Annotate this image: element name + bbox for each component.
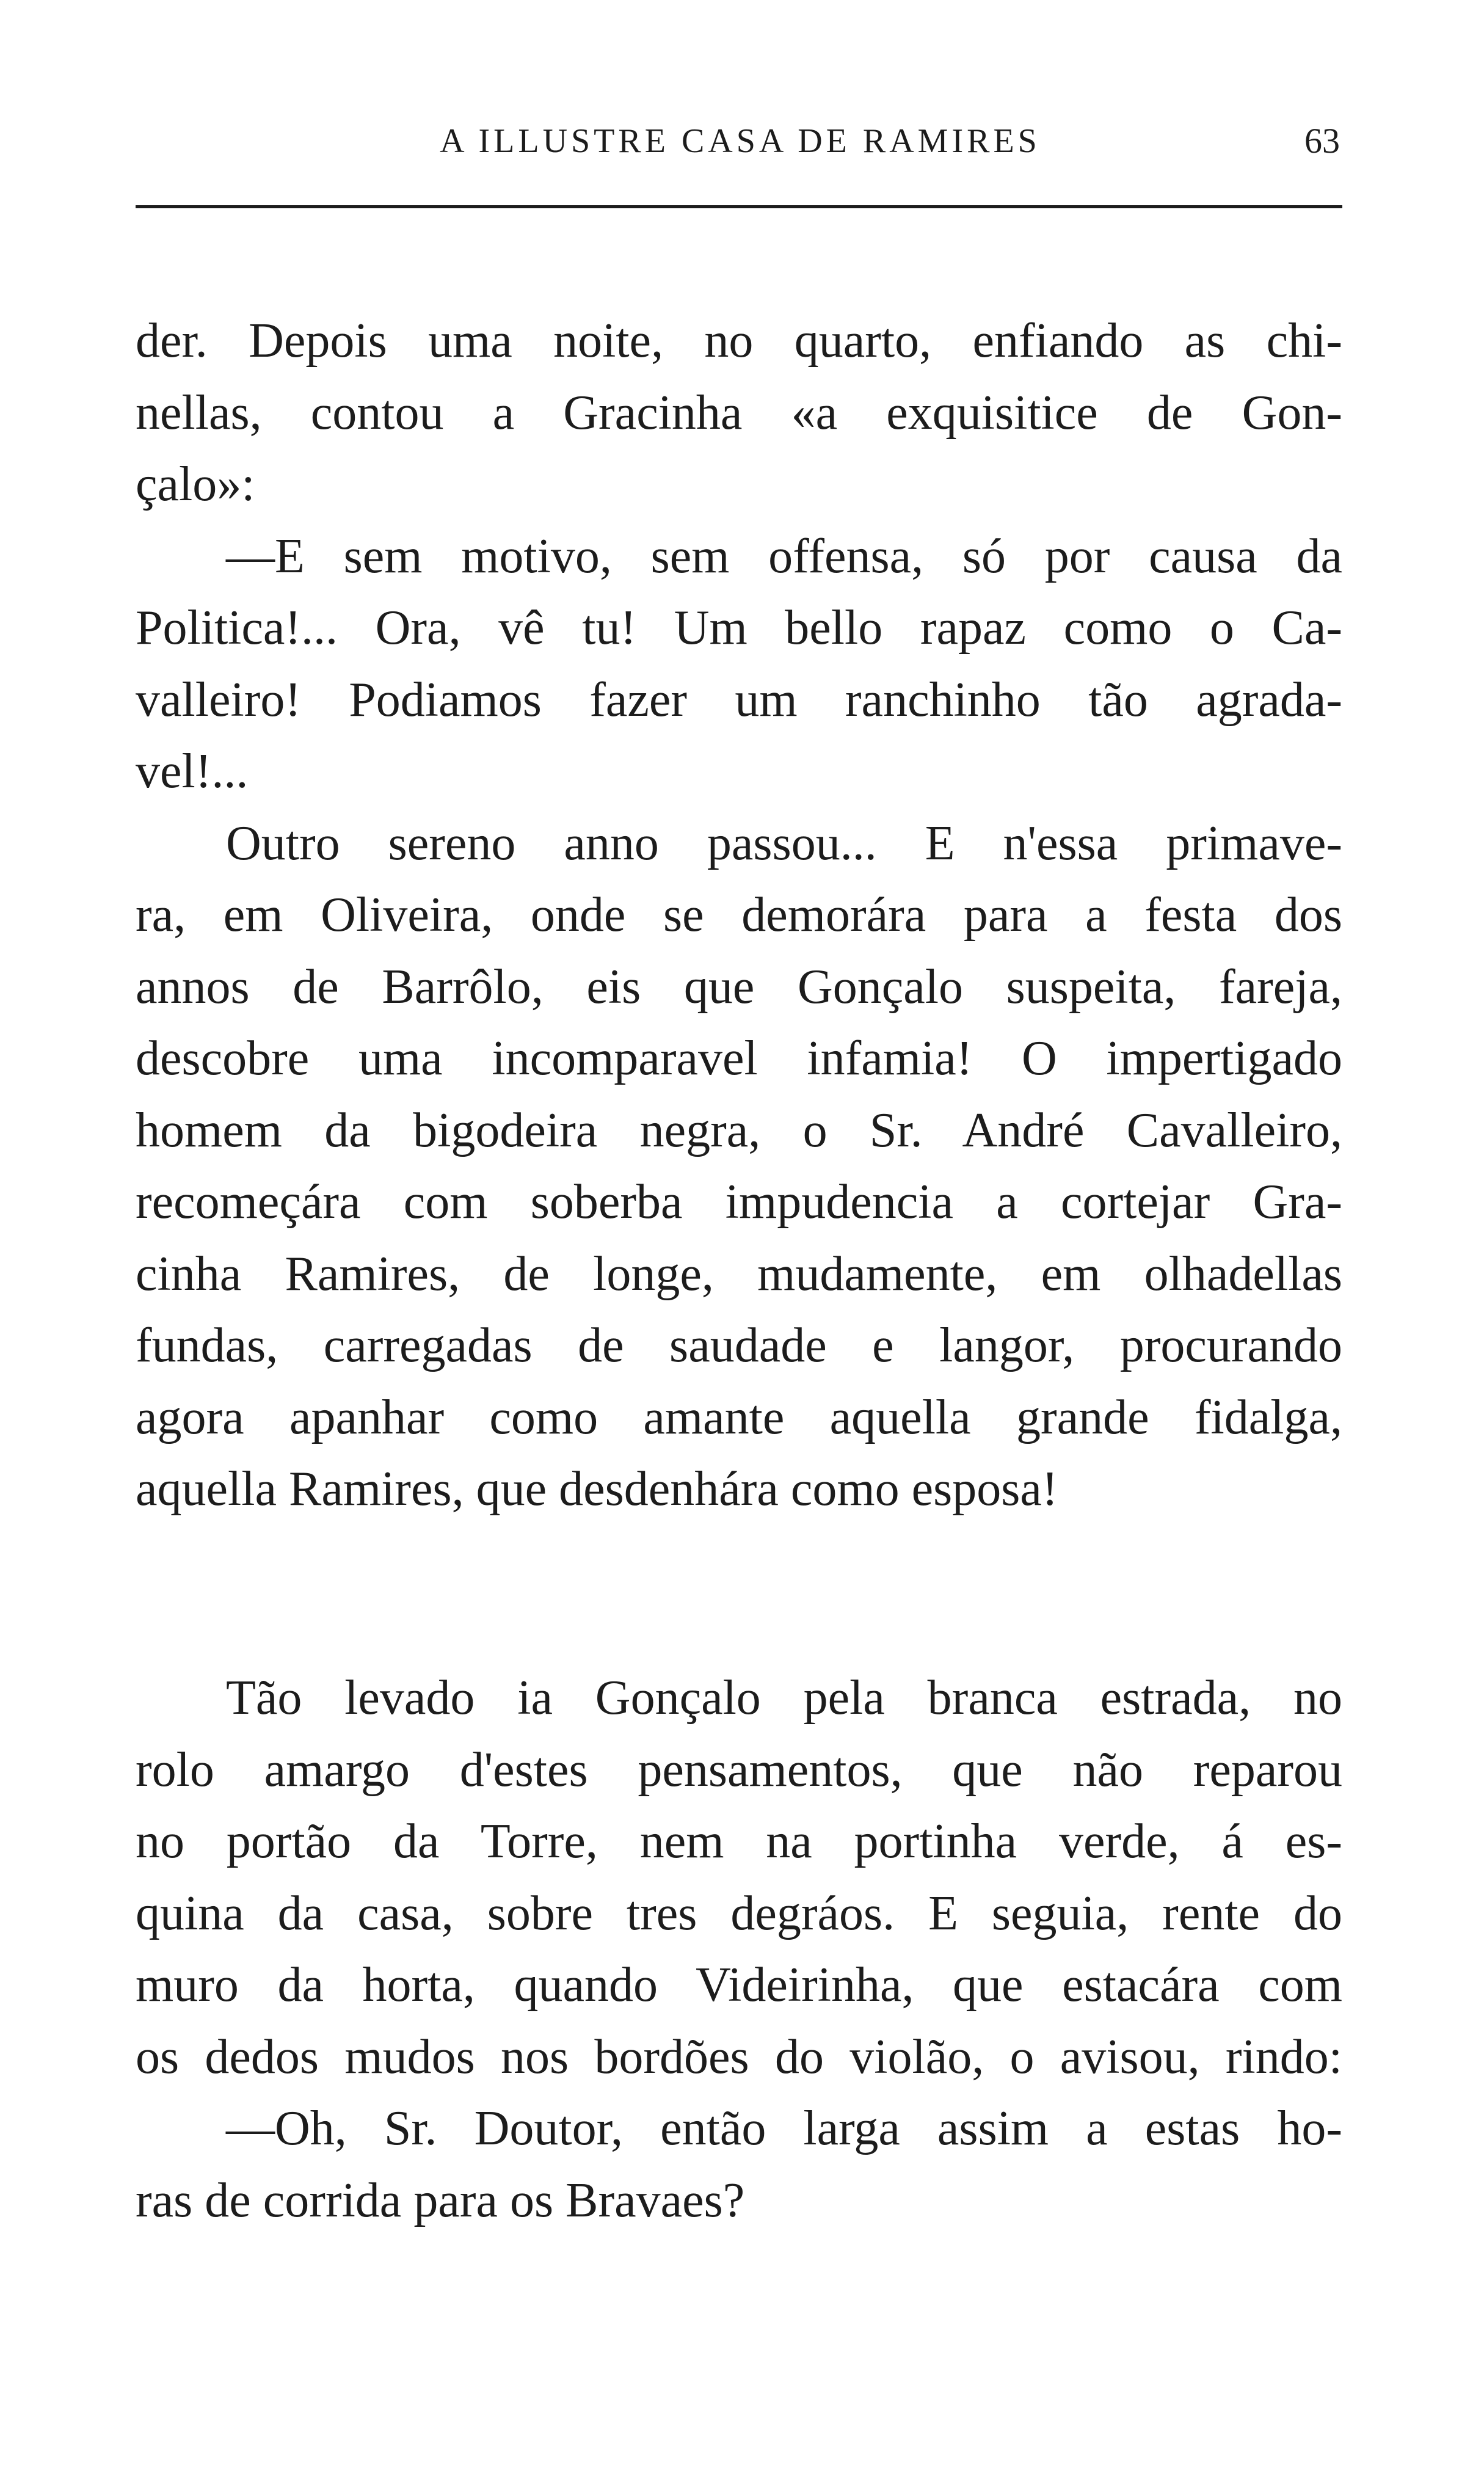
text-line: muro da horta, quando Videirinha, que estacára com xyxy=(136,1958,1342,2012)
text-line: ras de corrida para os Bravaes? xyxy=(136,2173,745,2227)
text-line: homem da bigodeira negra, o Sr. André Cavalleiro, xyxy=(136,1103,1342,1157)
header-rule xyxy=(136,205,1342,208)
text-block-first xyxy=(136,305,1342,1526)
text-line: ra, em Oliveira, onde se demorára para a festa dos xyxy=(136,888,1342,942)
text-line: Tão levado ia Gonçalo pela branca estrada, no xyxy=(226,1671,1342,1725)
text-line: çalo»: xyxy=(136,457,255,511)
running-head xyxy=(140,120,1340,162)
text-line: no portão da Torre, nem na portinha verde, á es- xyxy=(136,1815,1342,1868)
text-line: valleiro! Podiamos fazer um ranchinho tão agrada- xyxy=(136,672,1342,727)
text-line: quina da casa, sobre tres degráos. E seguia, rente do xyxy=(136,1886,1342,1940)
text-line: cinha Ramires, de longe, mudamente, em olhadellas xyxy=(136,1247,1342,1301)
text-block-second xyxy=(136,1662,1342,2237)
text-line: annos de Barrôlo, eis que Gonçalo suspeita, fareja, xyxy=(136,959,1342,1014)
text-line: aquella Ramires, que desdenhára como esposa! xyxy=(136,1462,1058,1516)
text-line: Outro sereno anno passou... E n'essa primave- xyxy=(226,816,1342,870)
text-line: os dedos mudos nos bordões do violão, o avisou, rindo: xyxy=(136,2030,1342,2084)
text-line: agora apanhar como amante aquella grande fidalga, xyxy=(136,1390,1342,1444)
text-line: fundas, carregadas de saudade e langor, procurando xyxy=(136,1319,1342,1372)
text-line: rolo amargo d'estes pensamentos, que não reparou xyxy=(136,1742,1342,1797)
text-line: der. Depois uma noite, no quarto, enfiando as chi- xyxy=(136,314,1342,368)
text-line: descobre uma incomparavel infamia! O impertigado xyxy=(136,1032,1342,1085)
text-line: Politica!... Ora, vê tu! Um bello rapaz como o Ca- xyxy=(136,601,1342,655)
text-line: vel!... xyxy=(136,745,249,798)
text-line: recomeçára com soberba impudencia a cortejar Gra- xyxy=(136,1175,1342,1229)
page-number: 63 xyxy=(1304,121,1340,161)
text-line: —E sem motivo, sem offensa, só por causa da xyxy=(226,529,1342,583)
text-line: nellas, contou a Gracinha «a exquisitice de Gon- xyxy=(136,385,1342,440)
running-title: A ILLUSTRE CASA DE RAMIRES xyxy=(440,122,1041,160)
text-line: —Oh, Sr. Doutor, então larga assim a estas ho- xyxy=(226,2102,1342,2155)
